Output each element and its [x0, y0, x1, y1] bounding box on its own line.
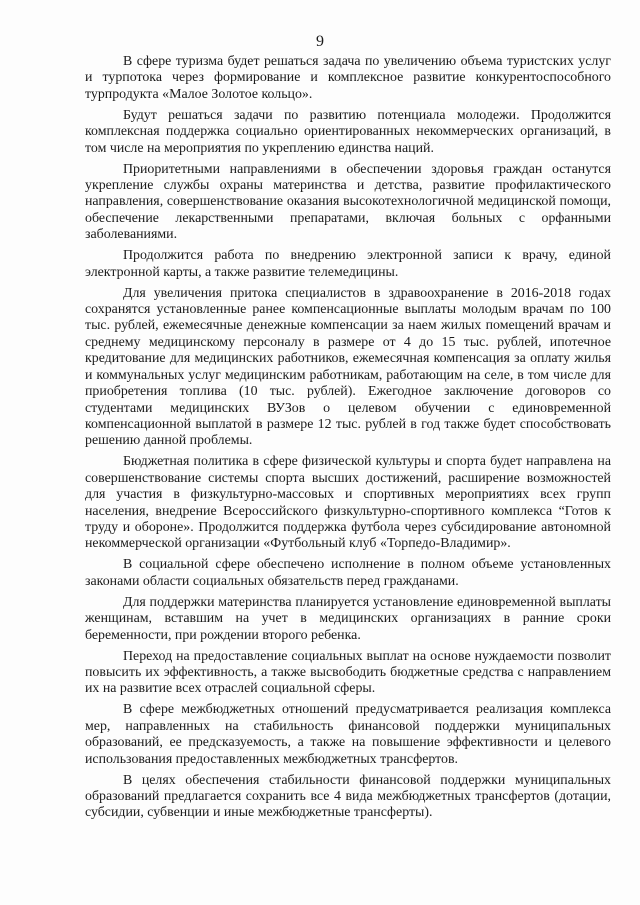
paragraph-youth: Будут решаться задачи по развитию потенциала молодежи. Продолжится комплексная поддержка социально ориентированных некоммерческих организаций, в том числе на мероприятия по укреплению единства наций.: [85, 107, 611, 156]
page-number: 9: [316, 33, 324, 50]
paragraph-interbudget-transfers: В целях обеспечения стабильности финансовой поддержки муниципальных образований предлагается сохранить все 4 вида межбюджетных трансфертов (дотации, субсидии, субвенции и иные межбюджетные трансферты).: [85, 772, 611, 821]
paragraph-sport: Бюджетная политика в сфере физической культуры и спорта будет направлена на совершенствование системы спорта высших достижений, расширение возможностей для участия в физкультурно-массовых и спортивных мероприятиях всех групп населения, внедрение Всероссийского физкультурно-спортивного комплекса “Готов к труду и обороне». Продолжится поддержка футбола через субсидирование автономной некоммерческой организации «Футбольный клуб «Торпедо-Владимир».: [85, 454, 611, 552]
paragraph-electronic-records: Продолжится работа по внедрению электронной записи к врачу, единой электронной карты, а также развитие телемедицины.: [85, 248, 611, 280]
paragraph-maternity: Для поддержки материнства планируется установление единовременной выплаты женщинам, вставшим на учет в медицинских организациях в ранние сроки беременности, при рождении второго ребенка.: [85, 594, 611, 643]
paragraph-health-priorities: Приоритетными направлениями в обеспечении здоровья граждан останутся укрепление службы охраны материнства и детства, развитие профилактического направления, совершенствование оказания высокотехнологичной медицинской помощи, обеспечение лекарственными препаратами, включая больных с орфанными заболеваниями.: [85, 161, 611, 243]
paragraph-tourism: В сфере туризма будет решаться задача по увеличению объема туристских услуг и турпотока через формирование и комплексное развитие конкурентоспособного турпродукта «Малое Золотое кольцо».: [85, 54, 611, 102]
document-body: [85, 54, 611, 826]
paragraph-interbudget-relations: В сфере межбюджетных отношений предусматривается реализация комплекса мер, направленных на стабильность финансовой поддержки муниципальных образований, ее предсказуемость, а также на повышение эффективности и целевого использования предоставленных межбюджетных трансфертов.: [85, 702, 611, 767]
paragraph-social-obligations: В социальной сфере обеспечено исполнение в полном объеме установленных законами области социальных обязательств перед гражданами.: [85, 557, 611, 589]
paragraph-social-payments: Переход на предоставление социальных выплат на основе нуждаемости позволит повысить их эффективность, а также высвободить бюджетные средства с направлением их на развитие всех отраслей социальной сферы.: [85, 648, 611, 697]
paragraph-medical-specialists: Для увеличения притока специалистов в здравоохранение в 2016-2018 годах сохранятся установленные ранее компенсационные выплаты молодым врачам по 100 тыс. рублей, ежемесячные денежные компенсации за наем жилых помещений врачам и среднему медицинскому персоналу в размере от 4 до 15 тыс. рублей, ипотечное кредитование для медицинских работников, ежемесячная компенсация за оплату жилья и коммунальных услуг медицинским работникам, работающим на селе, в том числе для приобретения топлива (10 тыс. рублей). Ежегодное заключение договоров со студентами медицинских ВУЗов о целевом обучении с единовременной компенсационной выплатой в размере 12 тыс. рублей в год также будет способствовать решению данной проблемы.: [85, 285, 611, 449]
